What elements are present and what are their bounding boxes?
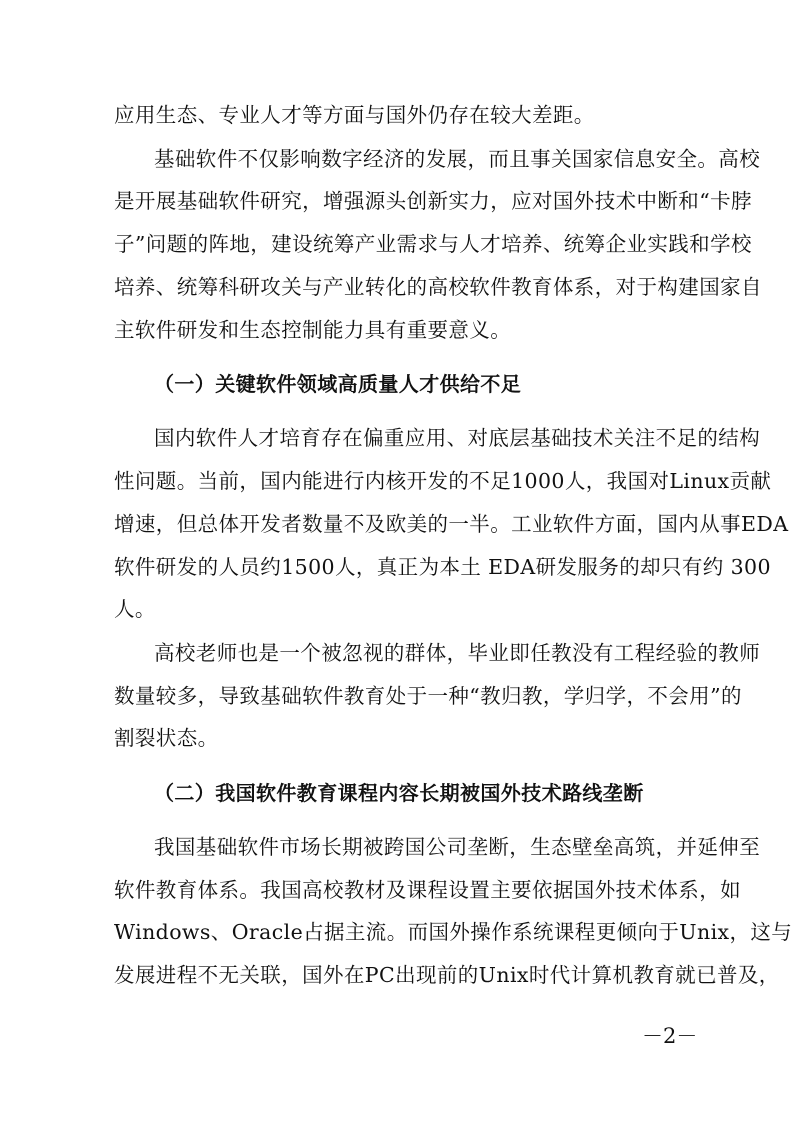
paragraph-line: 数量较多，导致基础软件教育处于一种“教归教，学归学，不会用”的 bbox=[114, 684, 742, 708]
paragraph-line: 基础软件不仅影响数字经济的发展，而且事关国家信息安全。高校 bbox=[154, 147, 761, 171]
paragraph-line: 应用生态、专业人才等方面与国外仍存在较大差距。 bbox=[114, 103, 595, 127]
page-number: －2－ bbox=[642, 1024, 698, 1048]
section-heading: （一）关键软件领域高质量人才供给不足 bbox=[154, 372, 522, 396]
paragraph-line: 割裂状态。 bbox=[114, 726, 219, 750]
paragraph-line: 软件研发的人员约1500人，真正为本土 EDA研发服务的却只有约 300 bbox=[114, 555, 771, 579]
paragraph-line: 国内软件人才培育存在偏重应用、对底层基础技术关注不足的结构 bbox=[154, 426, 761, 450]
paragraph-line: 软件教育体系。我国高校教材及课程设置主要依据国外技术体系，如 bbox=[114, 878, 741, 902]
paragraph-line: 高校老师也是一个被忽视的群体，毕业即任教没有工程经验的教师 bbox=[154, 641, 761, 665]
paragraph-line: Windows、Oracle占据主流。而国外操作系统课程更倾向于Unix，这与 bbox=[114, 920, 793, 944]
paragraph-line: 子”问题的阵地，建设统筹产业需求与人才培养、统筹企业实践和学校 bbox=[114, 232, 752, 256]
section-heading: （二）我国软件教育课程内容长期被国外技术路线垄断 bbox=[154, 781, 644, 805]
paragraph-line: 人。 bbox=[114, 597, 156, 621]
paragraph-line: 增速，但总体开发者数量不及欧美的一半。工业软件方面，国内从事EDA bbox=[114, 512, 789, 536]
paragraph-line: 发展进程不无关联，国外在PC出现前的Unix时代计算机教育就已普及， bbox=[114, 963, 780, 987]
paragraph-line: 性问题。当前，国内能进行内核开发的不足1000人，我国对Linux贡献 bbox=[114, 469, 772, 493]
paragraph-line: 是开展基础软件研究，增强源头创新实力，应对国外技术中断和“卡脖 bbox=[114, 189, 752, 213]
paragraph-line: 主软件研发和生态控制能力具有重要意义。 bbox=[114, 318, 512, 342]
paragraph-line: 我国基础软件市场长期被跨国公司垄断，生态壁垒高筑，并延伸至 bbox=[154, 835, 761, 859]
paragraph-line: 培养、统筹科研攻关与产业转化的高校软件教育体系，对于构建国家自 bbox=[114, 275, 762, 299]
